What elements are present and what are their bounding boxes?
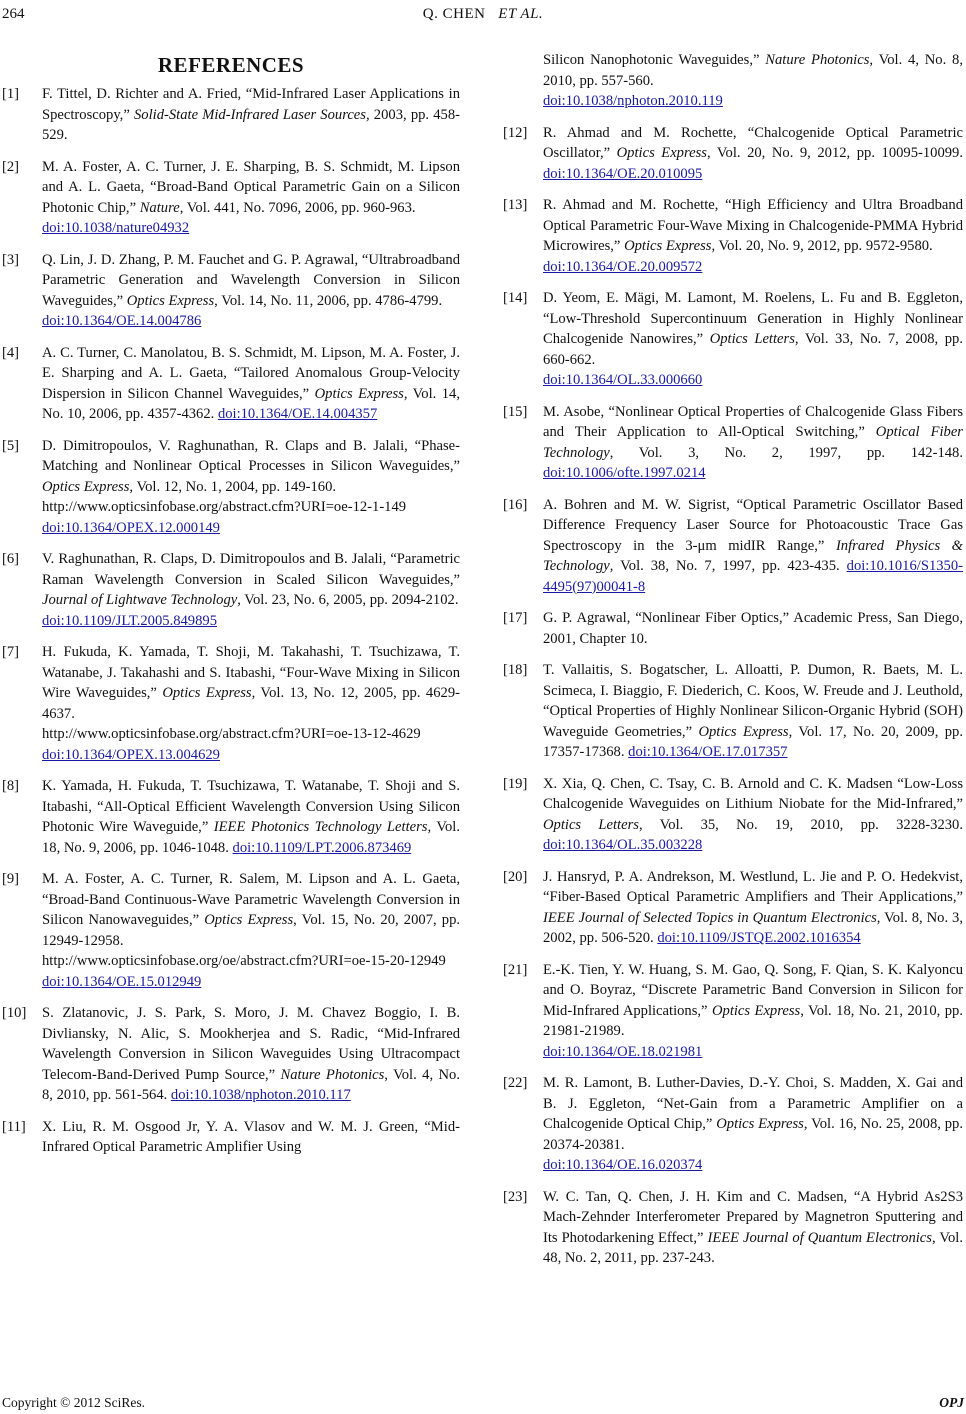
reference-entry — [503, 1187, 963, 1269]
reference-text: J. Hansryd, P. A. Andrekson, M. Westlund, L. Jie and P. O. Hedekvist, “Fiber-Based Optical Parametric Amplifiers and Their Applications,” — [543, 868, 963, 905]
doi-link[interactable]: doi:10.1364/OE.15.012949 — [42, 973, 202, 990]
reference-text: G. P. Agrawal, “Nonlinear Fiber Optics,” Academic Press, San Diego, 2001, Chapter 10. — [543, 610, 963, 647]
reference-journal: Optics Express — [616, 145, 707, 161]
reference-entry — [503, 288, 963, 391]
reference-text: T. Vallaitis, S. Bogatscher, L. Alloatti, P. Dumon, R. Baets, M. L. Scimeca, I. Biaggio, F. Diederich, C. Koos, W. Freude and J. Leuthold, “Optical Properties of Highly Nonlinear Silicon-Organic Hybrid (SOH) Waveguide Geometries,” — [543, 662, 963, 740]
reference-entry — [2, 549, 460, 631]
running-head-authors: Q. CHEN — [422, 6, 486, 22]
doi-link[interactable]: doi:10.1038/nphoton.2010.119 — [543, 93, 723, 109]
reference-number: [5] — [2, 437, 20, 454]
reference-details: , Vol. 3, No. 2, 1997, pp. 142-148. — [609, 444, 963, 461]
running-head-etal: ET AL. — [498, 6, 544, 22]
reference-number: [7] — [2, 644, 20, 660]
reference-journal: Optics Express — [698, 723, 789, 740]
reference-text: A. C. Turner, C. Manolatou, B. S. Schmidt, M. Lipson, M. A. Foster, J. E. Sharping and A. L. Gaeta, “Tailored Anomalous Group-Velocity Dispersion in Silicon Channel Waveguides,” — [42, 344, 460, 402]
reference-journal: Optics Letters — [709, 331, 795, 347]
reference-number: [14] — [503, 290, 528, 306]
reference-number: [13] — [503, 197, 528, 213]
doi-link[interactable]: doi:10.1364/OE.16.020374 — [543, 1157, 703, 1173]
reference-journal: Nature Photonics — [280, 1066, 385, 1083]
reference-text: R. Ahmad and M. Rochette, “High Efficiency and Ultra Broadband Optical Parametric Four-Wave Mixing in Chalcogenide-PMMA Hybrid Microwires,” — [543, 197, 963, 254]
reference-number: [8] — [2, 778, 20, 794]
reference-number: [4] — [2, 344, 20, 361]
reference-number: [20] — [503, 868, 528, 885]
reference-11-continued — [503, 50, 963, 112]
reference-text: E.-K. Tien, Y. W. Huang, S. M. Gao, Q. Song, F. Qian, S. K. Kalyoncu and O. Boyraz, “Discrete Parametric Band Conversion in Silicon for Mid-Infrared Applications,” — [543, 961, 963, 1019]
reference-journal: Journal of Lightwave Technology — [42, 592, 238, 608]
reference-text: A. Bohren and M. W. Sigrist, “Optical Parametric Oscillator Based Difference Frequency Laser Source for Photoacoustic Trace Gas Spectroscopy in the 3-μm midIR Range,” — [543, 496, 963, 554]
reference-list-right — [503, 123, 963, 1269]
reference-details: , Vol. 17, No. 20, 2009, pp. 17357-17368. — [543, 723, 963, 760]
reference-number: [11] — [2, 1118, 26, 1135]
doi-link[interactable]: doi:10.1364/OL.35.003228 — [543, 837, 703, 853]
doi-link[interactable]: doi:10.1364/OL.33.000660 — [543, 372, 703, 388]
reference-details: , Vol. 23, No. 6, 2005, pp. 2094-2102. — [237, 592, 459, 608]
page-header — [0, 4, 966, 26]
reference-number: [17] — [503, 610, 528, 626]
page-footer — [2, 1394, 964, 1412]
reference-entry — [2, 343, 460, 425]
doi-link[interactable]: doi:10.1364/OPEX.13.004629 — [42, 746, 220, 763]
reference-text: M. Asobe, “Nonlinear Optical Properties of Chalcogenide Glass Fibers and Their Application to All-Optical Switching,” — [543, 403, 963, 440]
reference-journal: IEEE Journal of Quantum Electronics — [707, 1229, 932, 1246]
reference-journal: Nature — [139, 199, 180, 216]
reference-entry — [2, 157, 460, 239]
reference-text: M. A. Foster, A. C. Turner, J. E. Sharping, B. S. Schmidt, M. Lipson and A. L. Gaeta, “Broad-Band Optical Parametric Gain on a Silicon Photonic Chip,” — [42, 158, 460, 216]
reference-entry — [2, 1117, 460, 1158]
reference-text: X. Xia, Q. Chen, C. Tsay, C. B. Arnold and C. K. Madsen “Low-Loss Chalcogenide Waveguides on Lithium Niobate for the Mid-Infrared,” — [543, 775, 963, 812]
reference-number: [15] — [503, 403, 528, 420]
reference-journal: Optics Express — [314, 385, 404, 402]
reference-text: K. Yamada, H. Fukuda, T. Tsuchizawa, T. Watanabe, T. Shoji and S. Itabashi, “All-Optical Efficient Wavelength Conversion Using Silicon Photonic Wire Waveguide,” — [42, 778, 460, 835]
reference-text: Silicon Nanophotonic Waveguides,” — [543, 52, 766, 68]
reference-journal: Infrared Physics & Technology — [543, 537, 963, 574]
doi-link[interactable]: doi:10.1038/nature04932 — [42, 220, 190, 236]
reference-entry — [503, 660, 963, 763]
reference-text: R. Ahmad and M. Rochette, “Chalcogenide Optical Parametric Oscillator,” — [543, 124, 963, 161]
reference-entry — [503, 123, 963, 185]
reference-number: [23] — [503, 1188, 528, 1205]
reference-text: F. Tittel, D. Richter and A. Fried, “Mid-Infrared Laser Applications in Spectroscopy,” — [42, 86, 460, 123]
reference-number: [9] — [2, 871, 20, 887]
doi-link[interactable]: doi:10.1364/OE.20.010095 — [543, 165, 703, 182]
doi-link[interactable]: doi:10.1016/S1350-4495(97)00041-8 — [543, 558, 963, 595]
reference-entry — [503, 608, 963, 649]
reference-journal: Optics Express — [42, 478, 130, 495]
reference-url: http://www.opticsinfobase.org/oe/abstract.cfm?URI=oe-15-20-12949 — [42, 953, 446, 969]
copyright-notice: Copyright © 2012 SciRes. — [2, 1395, 146, 1410]
reference-number: [10] — [2, 1005, 27, 1021]
doi-link[interactable]: doi:10.1038/nphoton.2010.117 — [170, 1087, 351, 1103]
doi-link[interactable]: doi:10.1364/OE.17.017357 — [628, 744, 788, 760]
reference-number: [6] — [2, 551, 20, 567]
doi-link[interactable]: doi:10.1109/LPT.2006.873469 — [232, 839, 412, 856]
reference-details: , Vol. 8, No. 3, 2002, pp. 506-520. — [543, 909, 963, 946]
reference-text: S. Zlatanovic, J. S. Park, S. Moro, J. M. Chavez Boggio, I. B. Divliansky, N. Alic, S. Mookherjea and S. Radic, “Mid-Infrared Wavelength Conversion in Silicon Waveguides Using Ultracompact Telecom-Band-Derived Pump Source,” — [42, 1005, 460, 1083]
reference-text: H. Fukuda, K. Yamada, T. Shoji, M. Takahashi, T. Tsuchizawa, T. Watanabe, J. Takahashi and S. Itabashi, “Four-Wave Mixing in Silicon Wire Waveguides,” — [42, 644, 460, 701]
reference-details: , Vol. 4, No. 8, 2010, pp. 557-560. — [543, 52, 963, 89]
references-heading: REFERENCES — [157, 53, 305, 77]
left-column — [2, 50, 460, 1169]
reference-entry — [2, 776, 460, 858]
reference-details: , Vol. 441, No. 7096, 2006, pp. 960-963. — [179, 199, 416, 216]
page-number: 264 — [2, 6, 25, 22]
reference-journal: IEEE Journal of Selected Topics in Quantum Electronics — [543, 909, 877, 926]
reference-journal: Optics Express — [126, 292, 215, 309]
reference-journal: Optics Express — [624, 238, 712, 254]
reference-number: [21] — [503, 961, 528, 978]
reference-entry — [503, 774, 963, 856]
reference-journal: Solid-State Mid-Infrared Laser Sources — [134, 106, 366, 123]
reference-details: , Vol. 15, No. 20, 2007, pp. 12949-12958. — [42, 912, 461, 949]
reference-journal: Optics Express — [162, 685, 252, 701]
reference-entry — [503, 495, 963, 598]
reference-entry — [503, 402, 963, 484]
reference-number: [12] — [503, 124, 528, 141]
reference-entry — [503, 1073, 963, 1176]
reference-details: , Vol. 12, No. 1, 2004, pp. 149-160. — [129, 478, 337, 495]
reference-details: , Vol. 48, No. 2, 2011, pp. 237-243. — [543, 1229, 963, 1266]
reference-journal: Optics Express — [716, 1116, 804, 1132]
doi-link[interactable]: doi:10.1364/OE.14.004786 — [42, 313, 202, 329]
reference-text: D. Dimitropoulos, V. Raghunathan, R. Claps and B. Jalali, “Phase-Matching and Nonlinear Optical Processes in Silicon Waveguides,” — [42, 437, 460, 474]
doi-link[interactable]: doi:10.1364/OE.14.004357 — [217, 406, 378, 422]
reference-details: , Vol. 13, No. 12, 2005, pp. 4629-4637. — [42, 685, 460, 722]
doi-link[interactable]: doi:10.1109/JLT.2005.849895 — [42, 612, 217, 629]
reference-journal: Nature Photonics — [765, 52, 870, 68]
reference-text: Q. Lin, J. D. Zhang, P. M. Fauchet and G. P. Agrawal, “Ultrabroadband Parametric Generation and Wavelength Conversion in Silicon Waveguides,” — [42, 251, 460, 309]
reference-list-left — [2, 84, 460, 1158]
reference-url: http://www.opticsinfobase.org/abstract.cfm?URI=oe-13-12-4629 — [42, 726, 421, 742]
doi-link[interactable]: doi:10.1006/ofte.1997.0214 — [543, 465, 706, 481]
reference-entry — [2, 84, 460, 146]
reference-number: [18] — [503, 662, 528, 678]
reference-entry — [2, 436, 460, 539]
reference-entry — [2, 869, 460, 992]
reference-journal: Optics Letters — [543, 816, 639, 833]
reference-details: , Vol. 14, No. 11, 2006, pp. 4786-4799. — [214, 292, 443, 309]
reference-entry — [2, 250, 460, 332]
reference-number: [2] — [2, 158, 20, 175]
reference-details: , Vol. 14, No. 10, 2006, pp. 4357-4362. — [42, 385, 460, 422]
reference-text: M. A. Foster, A. C. Turner, R. Salem, M. Lipson and A. L. Gaeta, “Broad-Band Continuous-Wave Parametric Wavelength Conversion in Silicon Nanowaveguides,” — [42, 871, 460, 928]
reference-journal: IEEE Photonics Technology Letters — [213, 819, 428, 835]
reference-details: , Vol. 20, No. 9, 2012, pp. 10095-10099. — [706, 145, 963, 161]
reference-text: M. R. Lamont, B. Luther-Davies, D.-Y. Choi, S. Madden, X. Gai and B. J. Eggleton, “Net-Gain from a Parametric Amplifier on a Chalcogenide Optical Chip,” — [543, 1075, 963, 1132]
reference-text: W. C. Tan, Q. Chen, J. H. Kim and C. Madsen, “A Hybrid As2S3 Mach-Zehnder Interferometer Prepared by Magnetron Sputtering and Its Photodarkening Effect,” — [543, 1188, 963, 1246]
reference-details: , Vol. 35, No. 19, 2010, pp. 3228-3230. — [638, 816, 964, 833]
reference-entry — [2, 1003, 460, 1106]
reference-entry — [2, 642, 460, 765]
reference-text: X. Liu, R. M. Osgood Jr, Y. A. Vlasov and W. M. J. Green, “Mid-Infrared Optical Parametric Amplifier Using — [42, 1118, 460, 1155]
reference-number: [1] — [2, 86, 20, 102]
journal-abbrev: OPJ — [939, 1395, 964, 1410]
reference-details: , 2003, pp. 458-529. — [42, 106, 460, 143]
right-column — [503, 50, 963, 1280]
reference-text: D. Yeom, E. Mägi, M. Lamont, M. Roelens, L. Fu and B. Eggleton, “Low-Threshold Supercontinuum Generation in Highly Nonlinear Chalcogenide Nanowires,” — [543, 290, 963, 347]
reference-details: , Vol. 20, No. 9, 2012, pp. 9572-9580. — [711, 238, 933, 254]
reference-details: , Vol. 4, No. 8, 2010, pp. 561-564. — [42, 1066, 461, 1103]
reference-text: V. Raghunathan, R. Claps, D. Dimitropoulos and B. Jalali, “Parametric Raman Wavelength Conversion in Scaled Silicon Waveguides,” — [42, 551, 460, 588]
reference-entry — [503, 195, 963, 277]
reference-journal: Optics Express — [711, 1002, 801, 1019]
doi-link[interactable]: doi:10.1364/OPEX.12.000149 — [42, 519, 220, 536]
reference-details: , Vol. 18, No. 9, 2006, pp. 1046-1048. — [42, 819, 460, 856]
reference-journal: Optics Express — [204, 912, 294, 928]
reference-entry — [503, 867, 963, 949]
reference-number: [16] — [503, 496, 528, 513]
doi-link[interactable]: doi:10.1109/JSTQE.2002.1016354 — [657, 930, 861, 946]
reference-number: [19] — [503, 775, 528, 792]
reference-url: http://www.opticsinfobase.org/abstract.cfm?URI=oe-12-1-149 — [42, 499, 407, 515]
reference-number: [22] — [503, 1075, 528, 1091]
reference-entry — [503, 960, 963, 1063]
reference-details: , Vol. 18, No. 21, 2010, pp. 21981-21989. — [543, 1002, 963, 1039]
reference-details: , Vol. 33, No. 7, 2008, pp. 660-662. — [543, 331, 963, 368]
doi-link[interactable]: doi:10.1364/OE.18.021981 — [543, 1043, 703, 1060]
reference-journal: Optical Fiber Technology — [543, 424, 963, 461]
reference-details: , Vol. 16, No. 25, 2008, pp. 20374-20381. — [543, 1116, 963, 1153]
running-head — [0, 4, 966, 24]
reference-number: [3] — [2, 251, 20, 268]
reference-details: , Vol. 38, No. 7, 1997, pp. 423-435. — [609, 558, 847, 574]
doi-link[interactable]: doi:10.1364/OE.20.009572 — [543, 258, 703, 275]
